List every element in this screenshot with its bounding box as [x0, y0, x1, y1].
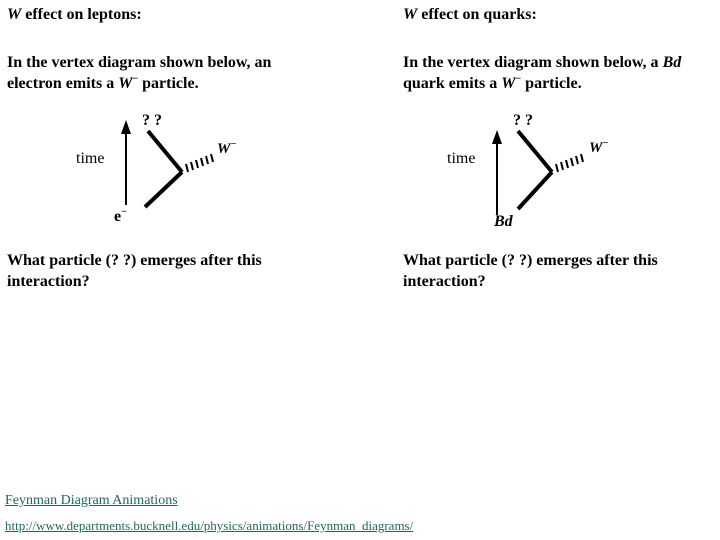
quarks-description: In the vertex diagram shown below, a Bd quark emits a W− particle.: [403, 54, 682, 92]
left-unknown-particle: ? ?: [142, 112, 162, 129]
left-electron-label: e−: [114, 206, 127, 225]
leptons-heading: W effect on leptons:: [7, 6, 142, 23]
right-time-label: time: [447, 150, 476, 167]
w-boson-line: [556, 154, 583, 172]
right-w-boson-label: W−: [589, 138, 609, 156]
feynman-animations-url[interactable]: http://www.departments.bucknell.edu/physics/animations/Feynman_diagrams/: [5, 518, 414, 533]
quarks-question: What particle (? ?) emerges after this interaction?: [403, 252, 658, 290]
incoming-quark-line: [518, 172, 552, 209]
right-unknown-particle: ? ?: [513, 112, 533, 129]
left-w-boson-label: W−: [217, 139, 237, 157]
feynman-animations-link[interactable]: Feynman Diagram Animations: [5, 493, 178, 508]
left-time-label: time: [76, 150, 105, 167]
leptons-question: What particle (? ?) emerges after this interaction?: [7, 252, 262, 290]
quarks-heading: W effect on quarks:: [403, 6, 537, 23]
leptons-description: In the vertex diagram shown below, an electron emits a W− particle.: [7, 54, 272, 92]
time-arrow-head: [492, 130, 502, 144]
right-bd-quark-label: Bd: [494, 213, 513, 230]
outgoing-quark-line: [518, 131, 552, 172]
